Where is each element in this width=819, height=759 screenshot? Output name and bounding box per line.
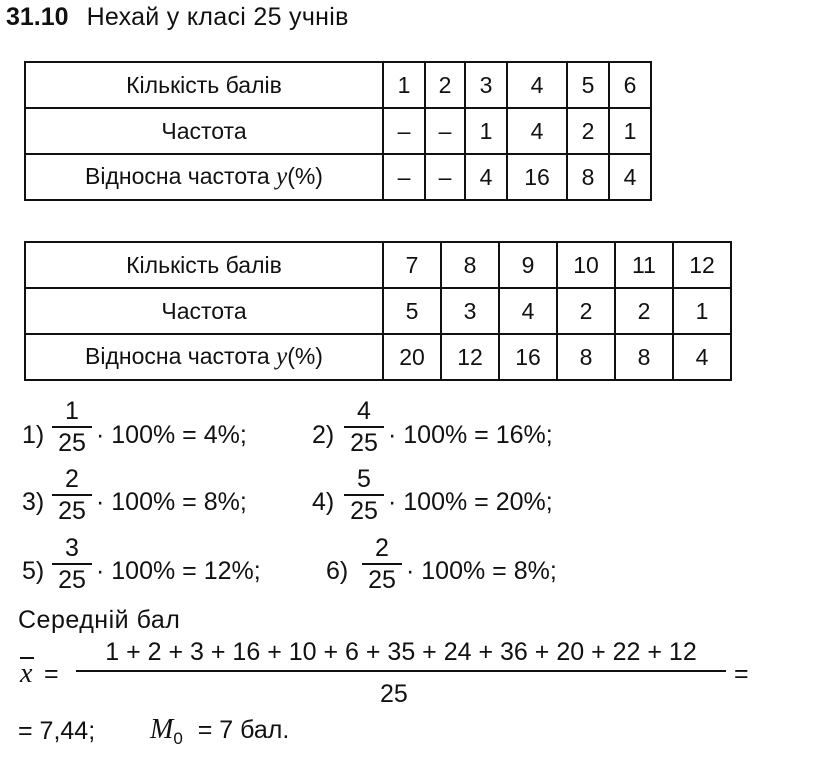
- variable-y: y: [276, 343, 288, 370]
- mean-result: = 7,44;: [18, 717, 96, 745]
- fraction-numerator: 4: [357, 397, 371, 425]
- fraction-denominator: 25: [58, 566, 86, 594]
- table-cell: 5: [383, 288, 441, 334]
- calc-result: · 100% = 4%;: [96, 421, 247, 449]
- unit-percent: (%): [287, 163, 323, 189]
- row-label-frequency: Частота: [25, 288, 383, 334]
- fraction-denominator: 25: [350, 429, 378, 457]
- fraction: [362, 535, 402, 593]
- row-label-points: Кількість балів: [25, 62, 383, 108]
- table-row-frequency: [25, 108, 651, 154]
- calc-result: · 100% = 8%;: [406, 557, 557, 585]
- mode: [150, 714, 289, 749]
- calc-index: 5): [22, 557, 45, 585]
- table-cell: 12: [441, 334, 499, 380]
- table-cell: 8: [567, 154, 609, 200]
- calc-index: 2): [312, 421, 335, 449]
- table-row-points: [25, 242, 731, 288]
- mode-variable: M: [150, 714, 174, 745]
- table-cell: 3: [465, 62, 507, 108]
- mode-value: = 7 бал.: [197, 716, 290, 744]
- variable-y: y: [276, 163, 288, 190]
- problem-heading: [6, 2, 349, 32]
- problem-statement: Нехай у класі 25 учнів: [86, 3, 349, 31]
- calc-index: 1): [22, 421, 45, 449]
- table-cell: –: [383, 154, 425, 200]
- table-cell: 1: [465, 108, 507, 154]
- table-cell: 8: [615, 334, 673, 380]
- fraction-denominator: 25: [350, 497, 378, 525]
- fraction: [52, 535, 92, 593]
- table-cell: 4: [609, 154, 651, 200]
- table-cell: 4: [507, 108, 567, 154]
- fraction-bar: [76, 670, 726, 672]
- table-cell: 20: [383, 334, 441, 380]
- table-cell: 9: [499, 242, 557, 288]
- fraction-numerator: 2: [65, 465, 79, 493]
- table-cell: 6: [609, 62, 651, 108]
- mean-title: Середній бал: [18, 606, 181, 634]
- table-cell: 16: [507, 154, 567, 200]
- frequency-table-2: [24, 241, 732, 381]
- problem-number: 31.10: [6, 3, 69, 31]
- calc-result: · 100% = 16%;: [388, 421, 553, 449]
- table-cell: –: [383, 108, 425, 154]
- fraction: [344, 398, 384, 456]
- equals-sign: =: [44, 660, 59, 688]
- fraction-numerator: 5: [357, 465, 371, 493]
- table-cell: –: [425, 108, 465, 154]
- row-label-relative-frequency: [25, 334, 383, 380]
- fraction-denominator: 25: [58, 497, 86, 525]
- label-text: Відносна частота: [85, 163, 277, 189]
- table-cell: 4: [465, 154, 507, 200]
- table-cell: 2: [425, 62, 465, 108]
- table-cell: 1: [383, 62, 425, 108]
- fraction-denominator: 25: [368, 566, 396, 594]
- calc-index: 4): [312, 488, 335, 516]
- fraction-numerator: 2: [375, 534, 389, 562]
- row-label-relative-frequency: [25, 154, 383, 200]
- fraction: [52, 398, 92, 456]
- table-cell: 10: [557, 242, 615, 288]
- equals-sign: =: [734, 660, 749, 688]
- unit-percent: (%): [287, 343, 323, 369]
- table-cell: 4: [673, 334, 731, 380]
- calc-index: 3): [22, 488, 45, 516]
- table-cell: 8: [441, 242, 499, 288]
- mean-denominator: 25: [380, 680, 408, 708]
- variable-x: x: [20, 658, 33, 689]
- calc-index: 6): [326, 557, 349, 585]
- table-cell: 8: [557, 334, 615, 380]
- table-cell: 5: [567, 62, 609, 108]
- table-cell: 1: [609, 108, 651, 154]
- mean-numerator: 1 + 2 + 3 + 16 + 10 + 6 + 35 + 24 + 36 + 20 + 22 + 12: [105, 638, 697, 666]
- frequency-table-1: [24, 61, 652, 201]
- row-label-frequency: Частота: [25, 108, 383, 154]
- table-cell: 1: [673, 288, 731, 334]
- fraction-numerator: 1: [65, 397, 79, 425]
- table-cell: 4: [507, 62, 567, 108]
- fraction-denominator: 25: [58, 429, 86, 457]
- table-cell: 2: [567, 108, 609, 154]
- fraction: [52, 466, 92, 524]
- calc-result: · 100% = 8%;: [96, 488, 247, 516]
- table-cell: 16: [499, 334, 557, 380]
- label-text: Відносна частота: [85, 343, 277, 369]
- table-row-points: [25, 62, 651, 108]
- table-cell: 12: [673, 242, 731, 288]
- fraction: [344, 466, 384, 524]
- table-row-relative-frequency: [25, 334, 731, 380]
- mean-variable: [20, 658, 32, 690]
- fraction-numerator: 3: [65, 534, 79, 562]
- table-cell: –: [425, 154, 465, 200]
- table-cell: 2: [557, 288, 615, 334]
- table-cell: 7: [383, 242, 441, 288]
- calc-result: · 100% = 12%;: [96, 557, 261, 585]
- calc-result: · 100% = 20%;: [388, 488, 553, 516]
- table-row-frequency: [25, 288, 731, 334]
- table-row-relative-frequency: [25, 154, 651, 200]
- table-cell: 4: [499, 288, 557, 334]
- overline: [20, 657, 34, 659]
- mode-subscript: 0: [173, 729, 183, 748]
- table-cell: 2: [615, 288, 673, 334]
- row-label-points: Кількість балів: [25, 242, 383, 288]
- table-cell: 3: [441, 288, 499, 334]
- table-cell: 11: [615, 242, 673, 288]
